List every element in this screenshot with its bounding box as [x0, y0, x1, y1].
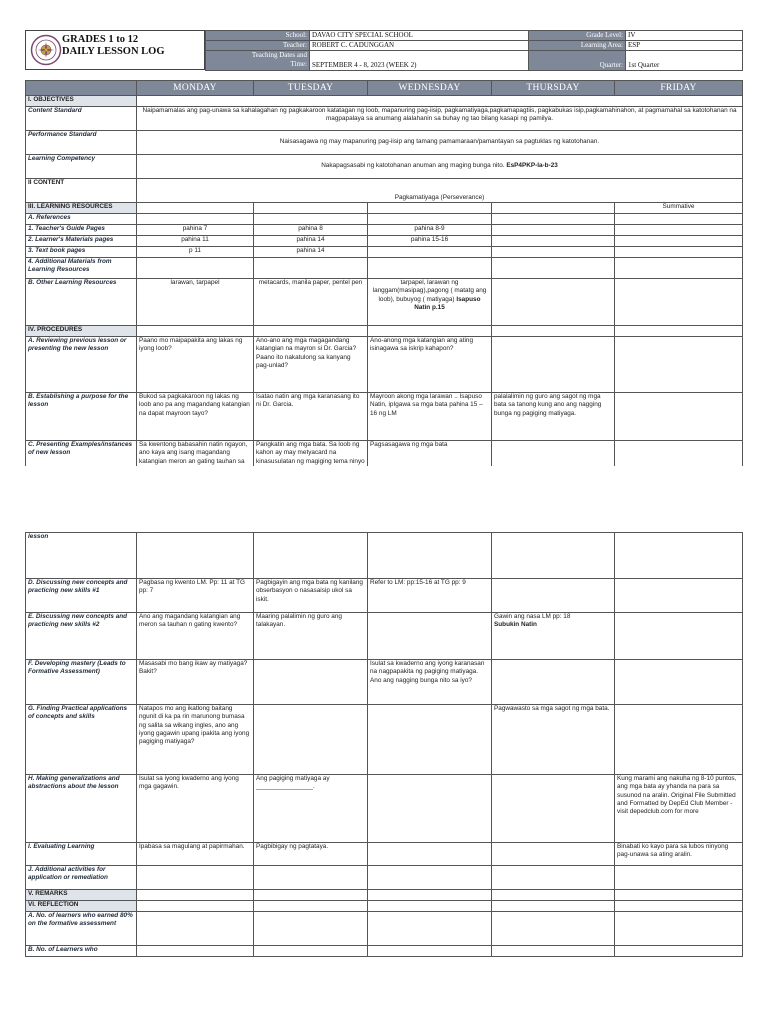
content-text: Pagkamatiyaga (Perseverance) [137, 179, 743, 203]
other-thu [492, 279, 615, 326]
title-line-2: DAILY LESSON LOG [62, 46, 165, 57]
addl-wed [368, 258, 492, 279]
other-wed-text: tarpapel, larawan ng langgam(masipag),pagong ( matatg ang loob), bubuyog ( matiyaga) [372, 279, 487, 303]
lm-label: 2. Learner's Materials pages [26, 236, 137, 247]
e-thu-text: Gawin ang nasa LM pp: 18 [494, 613, 571, 620]
remarks-tue [254, 890, 368, 901]
refl-mon [137, 901, 254, 912]
corner-cell [26, 81, 137, 96]
grade-label: Grade Level: [529, 31, 626, 41]
h-wed [368, 775, 492, 843]
summative-text: Summative [615, 203, 743, 214]
c-label-continued: lesson [26, 533, 137, 579]
f-wed: Isulat sa kwaderno ang iyong karanasan na nagpapakita ng pagiging matiyaga. Ano ang nagging bunga nito sa iyo? [368, 660, 492, 705]
b-label: B. Establishing a purpose for the lesson [26, 393, 137, 441]
remarks-mon [137, 890, 254, 901]
lm-mon: pahina 11 [137, 236, 254, 247]
deped-seal-icon [30, 34, 62, 66]
school-value: DAVAO CITY SPECIAL SCHOOL [310, 31, 529, 41]
tb-fri [615, 247, 743, 258]
h-label: H. Making generalizations and abstractions about the lesson [26, 775, 137, 843]
d-label: D. Discussing new concepts and practicing new skills #1 [26, 579, 137, 613]
e-thu-bold: Subukin Natin [494, 621, 537, 629]
ra-tue [254, 912, 368, 946]
i-fri: Binabati ko kayo para sa lubos ninyong pag-unawa sa ating aralin. [615, 843, 743, 866]
teacher-value: ROBERT C. CADUNGGAN [310, 41, 529, 51]
g-label: G. Finding Practical applications of concepts and skills [26, 705, 137, 775]
page-break [0, 466, 768, 528]
g-wed [368, 705, 492, 775]
a-wed: Ano-anong mga katangian ang ating isinagawa sa iskrip kahapon? [368, 337, 492, 393]
rb-fri [615, 946, 743, 957]
title-block [25, 30, 205, 70]
ra-fri [615, 912, 743, 946]
dates-value: SEPTEMBER 4 - 8, 2023 (WEEK 2) [310, 51, 529, 71]
procedures-label: IV. PROCEDURES [26, 326, 137, 337]
competency-code: EsP4PKP-Ia-b-23 [506, 162, 558, 170]
ra-wed [368, 912, 492, 946]
h-tue: Ang pagiging matiyaga ay ________________. [254, 775, 368, 843]
content-standard-label: Content Standard [26, 107, 137, 131]
remarks-label: V. REMARKS [26, 890, 137, 901]
rb-wed [368, 946, 492, 957]
refl-tue [254, 901, 368, 912]
i-mon: Ipabasa sa magulang at papirmahan. [137, 843, 254, 866]
d-wed: Refer to LM: pp:15-16 at TG pp: 9 [368, 579, 492, 613]
area-label: Learning Area: [529, 41, 626, 51]
lm-wed: pahina 15-16 [368, 236, 492, 247]
g-mon: Natapos mo ang ikatlong baitang ngunit di ka pa rin marunong bumasa ng salita sa wikang ingles, ano ang iyong gagawin upang ipakita ang iyong pagiging matiyaga? [137, 705, 254, 775]
e-thu [492, 613, 615, 660]
f-fri [615, 660, 743, 705]
ref-tue [254, 214, 368, 225]
tb-wed [368, 247, 492, 258]
dates-label-1: Teaching Dates and [251, 51, 307, 59]
c-tue-continued [254, 533, 368, 579]
i-label: I. Evaluating Learning [26, 843, 137, 866]
addl-tue [254, 258, 368, 279]
performance-standard-label: Performance Standard [26, 131, 137, 155]
references-label: A. References [26, 214, 137, 225]
remarks-thu [492, 890, 615, 901]
a-label: A. Reviewing previous lesson or presenting the new lesson [26, 337, 137, 393]
rb-thu [492, 946, 615, 957]
res-mon [137, 203, 254, 214]
teacher-label: Teacher: [206, 41, 310, 51]
lesson-table-part-2 [25, 532, 743, 957]
objectives-empty [137, 96, 743, 107]
other-fri [615, 279, 743, 326]
addl-thu [492, 258, 615, 279]
g-fri [615, 705, 743, 775]
f-label: F. Developing mastery (Leads to Formative Assessment) [26, 660, 137, 705]
remarks-fri [615, 890, 743, 901]
d-tue: Pagbigayin ang mga bata ng kanilang obserbasyon o nasasaisip ukol sa iskit. [254, 579, 368, 613]
school-label: School: [206, 31, 310, 41]
b-thu: palalalimin ng guro ang sagot ng mga bata sa tanong kung ano ang nagging bunga ng pagiging matiyaga. [492, 393, 615, 441]
competency-label: Learning Competency [26, 155, 137, 179]
addl-fri [615, 258, 743, 279]
ref-thu [492, 214, 615, 225]
j-thu [492, 866, 615, 890]
competency-cell [137, 155, 743, 179]
res-tue [254, 203, 368, 214]
addl-mon [137, 258, 254, 279]
page-title [62, 34, 165, 58]
c-mon: Sa kwentong babasahin natin ngayon, ano kaya ang isang magandang katangian meron an gating tauhan sa [137, 441, 254, 483]
i-tue: Pagbibigay ng pagtataya. [254, 843, 368, 866]
ref-fri [615, 214, 743, 225]
i-wed [368, 843, 492, 866]
rb-label: B. No. of Learners who [26, 946, 137, 957]
tg-tue: pahina 8 [254, 225, 368, 236]
c-label: C. Presenting Examples/instances of new lesson [26, 441, 137, 483]
j-wed [368, 866, 492, 890]
c-thu-continued [492, 533, 615, 579]
e-mon: Ano ang magandang katangian ang meron sa tauhan n gating kwento? [137, 613, 254, 660]
content-standard-text: Naipamamalas ang pag-unawa sa kahalagahan ng pagkakaroon katatagan ng loob, mapanuring pag-iisip, pagkamatiyaga,pagkamapagtiis, pagkabukas isip,pagkamahinahon, at pagmamahal sa katotohanan na magpapalaya sa anumang alalahanin sa buhay ng tao bilang kasapi ng pamilya. [137, 107, 743, 131]
proc-thu [492, 326, 615, 337]
j-label: J. Additional activities for application or remediation [26, 866, 137, 890]
refl-fri [615, 901, 743, 912]
ref-wed [368, 214, 492, 225]
c-tue: Pangkatin ang mga bata. Sa loob ng kahon ay may metyacard na kinasusulatan ng magiging tema ninyo [254, 441, 368, 483]
performance-standard-text: Naisasagawa ng may mapanuring pag-iisip ang tamang pamamaraan/pamantayan sa pagtuklas ng katotohanan. [137, 131, 743, 155]
f-thu [492, 660, 615, 705]
tg-label: 1. Teacher's Guide Pages [26, 225, 137, 236]
d-thu [492, 579, 615, 613]
ra-label: A. No. of learners who earned 80% on the formative assessment [26, 912, 137, 946]
addl-label: 4. Additional Materials from Learning Resources [26, 258, 137, 279]
d-fri [615, 579, 743, 613]
b-mon: Bukod sa pagkakaroon ng lakas ng loob ano pa ang magandang katangian na dapat mayroon tayo? [137, 393, 254, 441]
proc-tue [254, 326, 368, 337]
resources-label: III. LEARNING RESOURCES [26, 203, 137, 214]
dates-label [206, 51, 310, 71]
proc-wed [368, 326, 492, 337]
tg-fri [615, 225, 743, 236]
b-fri [615, 393, 743, 441]
day-friday: FRIDAY [615, 81, 743, 96]
objectives-label: I. OBJECTIVES [26, 96, 137, 107]
res-wed [368, 203, 492, 214]
tg-mon: pahina 7 [137, 225, 254, 236]
day-monday: MONDAY [137, 81, 254, 96]
c-fri-continued [615, 533, 743, 579]
j-tue [254, 866, 368, 890]
c-wed-continued [368, 533, 492, 579]
other-wed [368, 279, 492, 326]
b-wed: Mayroon akong mga larawan .. Isapuso Natin, ipIgawa sa mga bata pahina 15 – 16 ng LM [368, 393, 492, 441]
other-label: B. Other Learning Resources [26, 279, 137, 326]
other-tue: metacards, manila paper, pentel pen [254, 279, 368, 326]
tb-tue: pahina 14 [254, 247, 368, 258]
proc-fri [615, 326, 743, 337]
a-tue: Ano-ano ang mga magagandang katangian na mayron si Dr. Garcia? Paano ito nakatulong sa kanyang pag-unlad? [254, 337, 368, 393]
b-tue: Isatao natin ang mga karanasang ito ni Dr. Garcia. [254, 393, 368, 441]
e-label: E. Discussing new concepts and practicing new skills #2 [26, 613, 137, 660]
h-fri: Kung marami ang nakuha ng 8-10 puntos, ang mga bata ay yhanda na para sa susunod na aralin. Original File Submitted and Formatted by DepEd Club Member - visit depedclub.com for more [615, 775, 743, 843]
quarter-value: 1st Quarter [626, 51, 743, 71]
lesson-info-table [205, 30, 743, 71]
lm-thu [492, 236, 615, 247]
remarks-wed [368, 890, 492, 901]
dates-label-2: Time: [290, 60, 307, 68]
g-tue [254, 705, 368, 775]
tb-mon: p 11 [137, 247, 254, 258]
tg-wed: pahina 8-9 [368, 225, 492, 236]
tg-thu [492, 225, 615, 236]
rb-mon [137, 946, 254, 957]
res-thu [492, 203, 615, 214]
e-wed [368, 613, 492, 660]
f-tue [254, 660, 368, 705]
day-tuesday: TUESDAY [254, 81, 368, 96]
g-thu: Pagwawasto sa mga sagot ng mga bata. [492, 705, 615, 775]
tb-label: 3. Text book pages [26, 247, 137, 258]
d-mon: Pagbasa ng kwento LM. Pp: 11 at TG pp: 7 [137, 579, 254, 613]
other-wed-bold: Isapuso Natin p.15 [414, 295, 481, 311]
title-line-1: GRADES 1 to 12 [62, 34, 139, 45]
ra-thu [492, 912, 615, 946]
day-wednesday: WEDNESDAY [368, 81, 492, 96]
j-fri [615, 866, 743, 890]
competency-text: Nakapagsasabi ng katotohanan anuman ang maging bunga nito. [321, 162, 505, 170]
ref-mon [137, 214, 254, 225]
e-fri [615, 613, 743, 660]
refl-wed [368, 901, 492, 912]
a-thu [492, 337, 615, 393]
tb-thu [492, 247, 615, 258]
e-tue: Maaring palalimin ng guro ang talakayan. [254, 613, 368, 660]
f-mon: Masasabi mo bang ikaw ay matiyaga?Bakit? [137, 660, 254, 705]
j-mon [137, 866, 254, 890]
area-value: ESP [626, 41, 743, 51]
c-wed: Pagsasagawa ng mga bata [368, 441, 492, 483]
quarter-label: Quarter: [529, 51, 626, 71]
reflection-label: VI. REFLECTION [26, 901, 137, 912]
refl-thu [492, 901, 615, 912]
i-thu [492, 843, 615, 866]
lm-fri [615, 236, 743, 247]
a-fri [615, 337, 743, 393]
day-thursday: THURSDAY [492, 81, 615, 96]
other-mon: larawan, tarpapel [137, 279, 254, 326]
a-mon: Paano mo maipapakita ang lakas ng iyong loob? [137, 337, 254, 393]
ra-mon [137, 912, 254, 946]
h-thu [492, 775, 615, 843]
lesson-table-part-1 [25, 80, 743, 483]
rb-tue [254, 946, 368, 957]
grade-value: IV [626, 31, 743, 41]
lm-tue: pahina 14 [254, 236, 368, 247]
h-mon: Isulat sa iyong kwaderno ang iyong mga gagawin. [137, 775, 254, 843]
proc-mon [137, 326, 254, 337]
content-label: II CONTENT [26, 179, 137, 203]
c-mon-continued [137, 533, 254, 579]
